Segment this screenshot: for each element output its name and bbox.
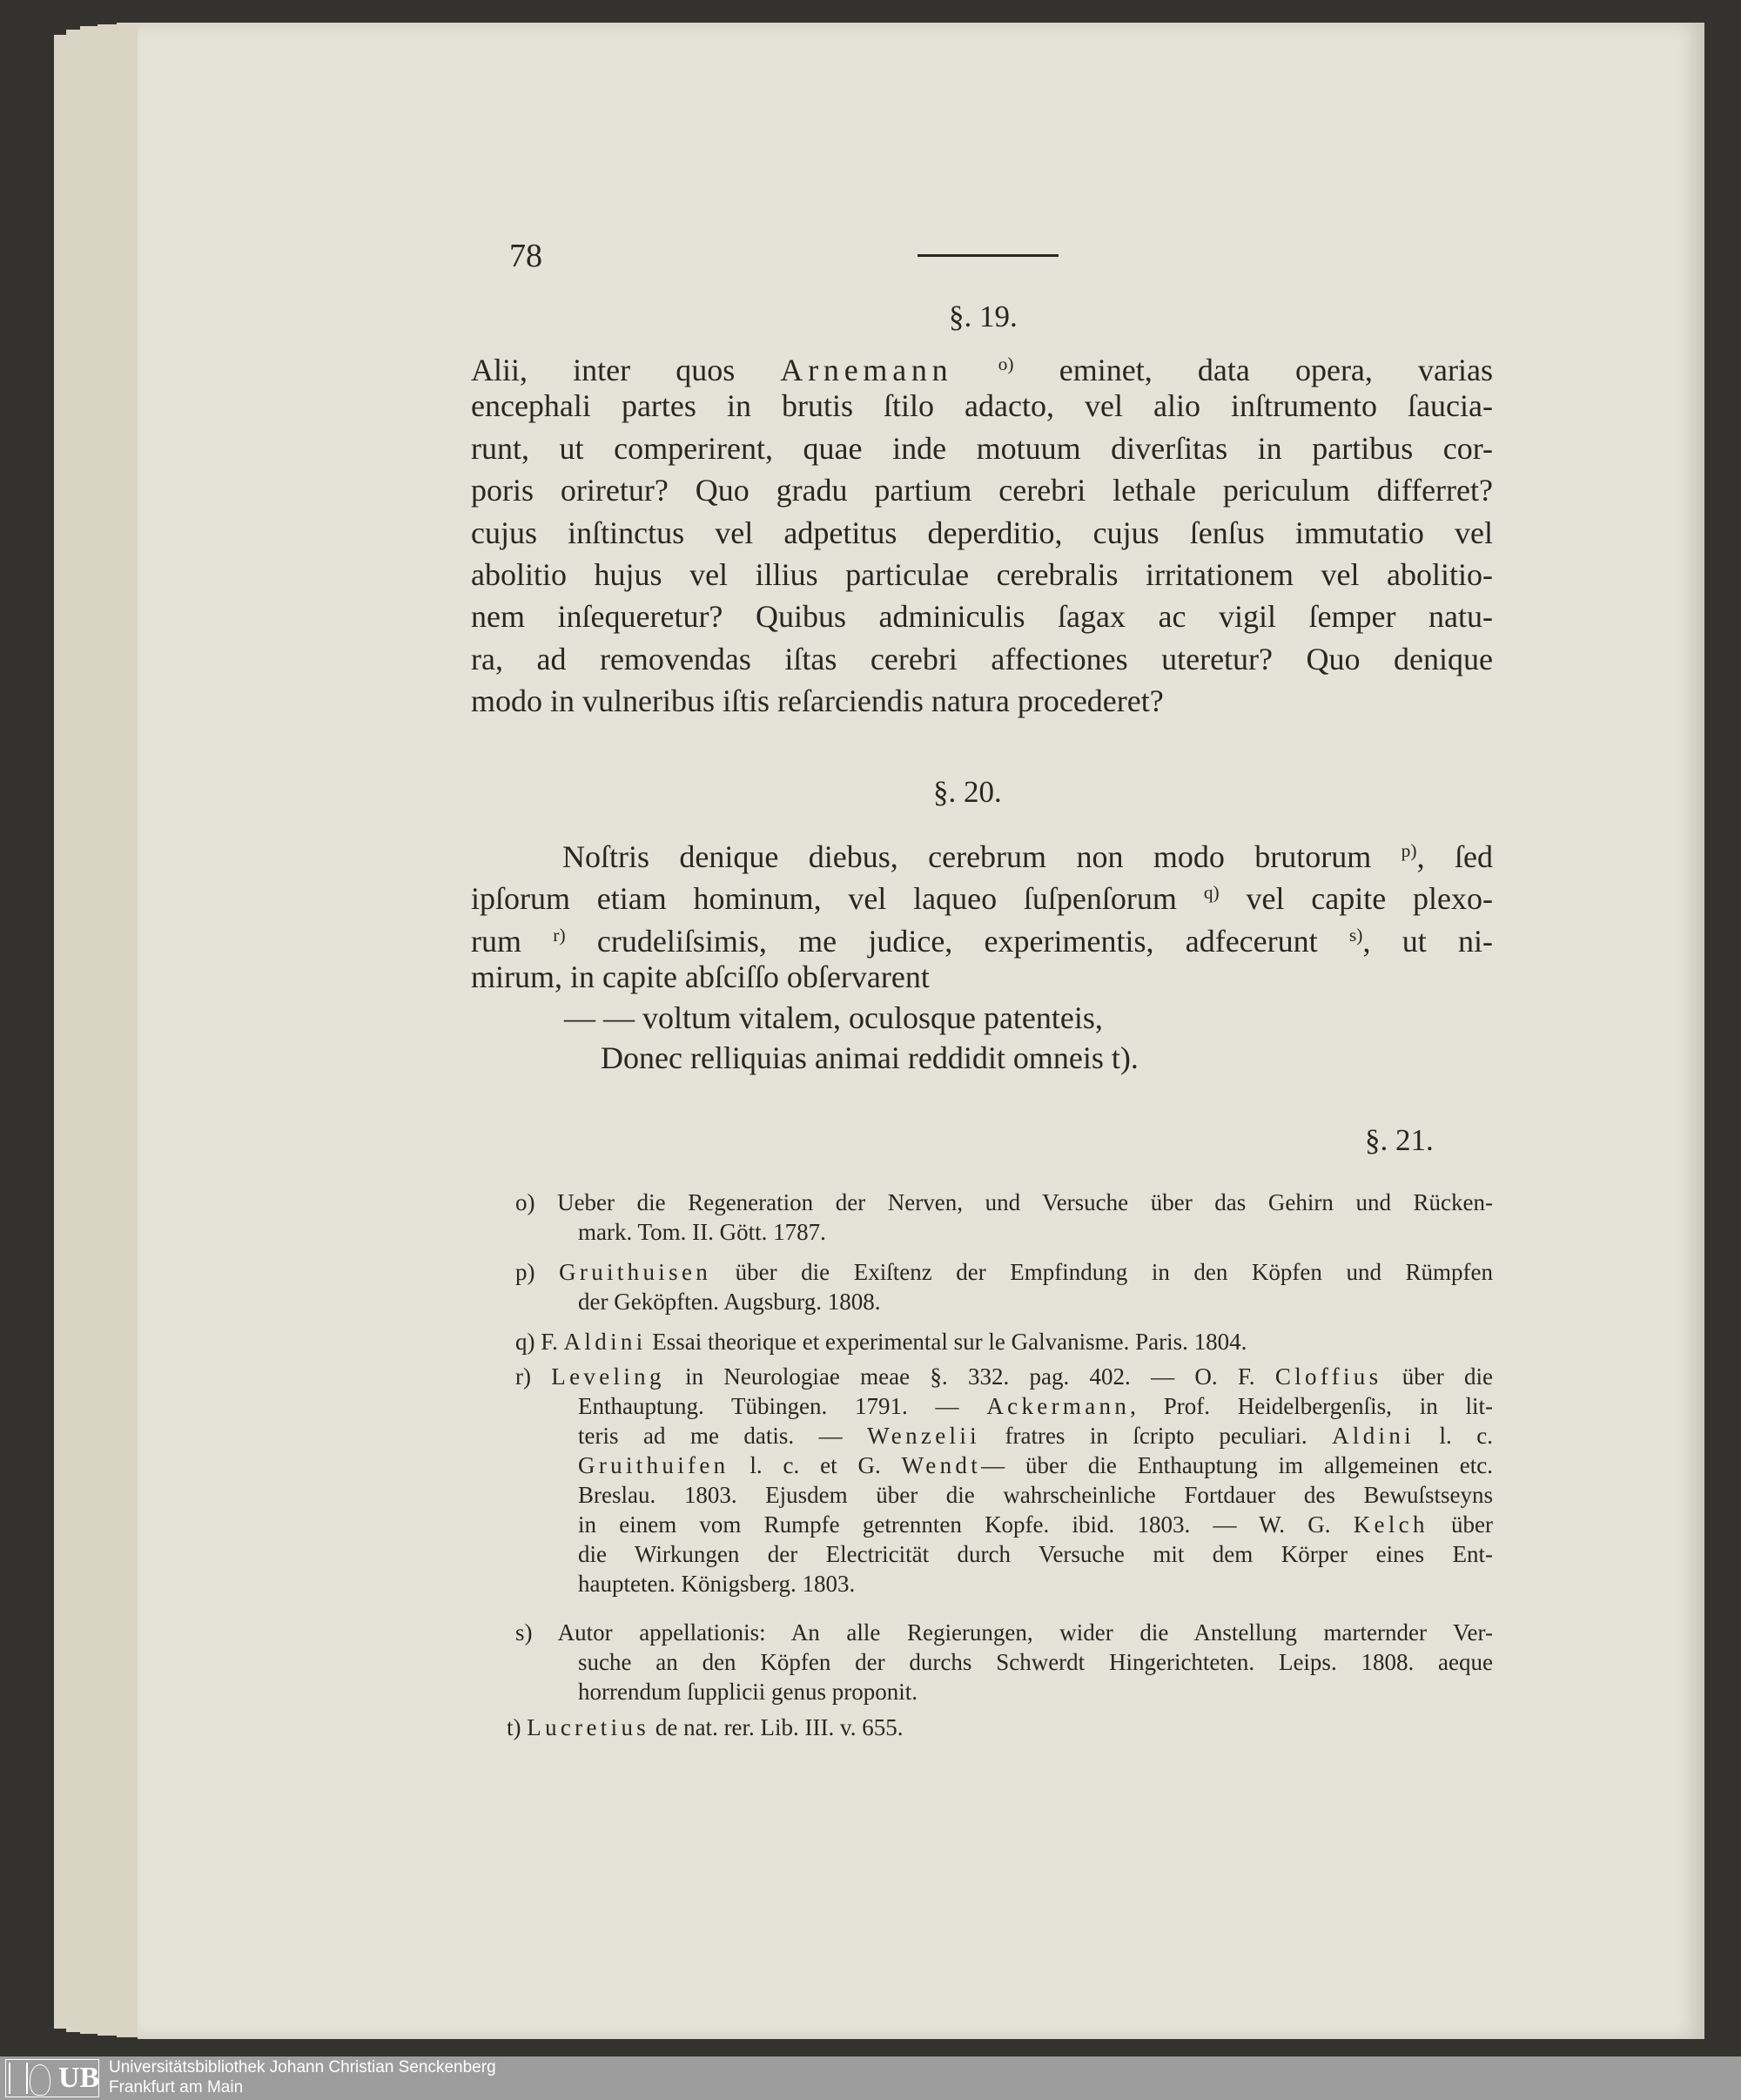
- text-line: [471, 914, 1493, 959]
- text-segment: mirum, in capite abſciſſo obſervarent: [471, 959, 930, 995]
- text-line: [507, 1713, 1484, 1742]
- text-segment: vel capite plexo-: [1219, 881, 1493, 917]
- text-line: [578, 1647, 1493, 1677]
- text-segment: über die: [1381, 1363, 1493, 1390]
- spaced-name: Wenzelii: [867, 1423, 980, 1449]
- library-city: Frankfurt am Main: [109, 2078, 244, 2097]
- text-line: [578, 1217, 1493, 1247]
- text-line: [578, 1510, 1493, 1539]
- text-segment: Breslau. 1803. Ejusdem über die wahrscheinliche Fortdauer des Bewuſstseyns: [578, 1482, 1493, 1508]
- text-line: [471, 680, 1493, 722]
- spaced-name: Gruithuifen: [578, 1452, 729, 1478]
- spaced-name: Wendt: [901, 1452, 982, 1478]
- verse-line-2: Donec relliquias animai reddidit omneis t).: [601, 1040, 1139, 1075]
- text-segment: über die Exiſtenz der Empfindung in den Köpfen und Rümpfen: [711, 1259, 1493, 1285]
- spaced-name: Ackermann: [986, 1393, 1131, 1419]
- text-segment: l. c. et G.: [729, 1452, 902, 1478]
- spaced-name: Aldini: [1332, 1423, 1415, 1449]
- text-segment: Alii, inter quos: [471, 352, 781, 387]
- library-footer-bar: [0, 2056, 1741, 2100]
- spaced-name: Cloffius: [1274, 1363, 1382, 1390]
- text-segment: l. c.: [1415, 1423, 1493, 1449]
- text-segment: in Neurologiae meae §. 332. pag. 402. — O. F.: [664, 1363, 1275, 1390]
- text-line: [578, 1421, 1493, 1450]
- paragraph-20: [471, 830, 1493, 999]
- text-line: [471, 638, 1493, 680]
- text-line: [578, 1450, 1493, 1480]
- column-icon: [9, 2063, 28, 2094]
- page-number: 78: [509, 238, 542, 274]
- text-line: [578, 1677, 1493, 1706]
- text-segment: teris ad me datis. —: [578, 1423, 868, 1449]
- footnote-marker: o): [998, 353, 1014, 374]
- text-line: [471, 469, 1493, 511]
- spaced-name: Kelch: [1353, 1511, 1428, 1538]
- text-segment: cujus inſtinctus vel adpetitus deperditio, cujus ſenſus immutatio vel: [471, 515, 1493, 550]
- text-segment: die Wirkungen der Electricität durch Versuche mit dem Körper eines Ent-: [578, 1541, 1493, 1567]
- text-line: [515, 1327, 1493, 1356]
- text-line: [515, 1362, 1493, 1391]
- section-heading-21: §. 21.: [1365, 1123, 1434, 1157]
- text-segment: runt, ut comperirent, quae inde motuum diverſitas in partibus cor-: [471, 430, 1493, 466]
- text-segment: eminet, data opera, varias: [1013, 352, 1494, 387]
- logo-text: UB: [58, 2062, 100, 2094]
- portrait-icon: [30, 2064, 50, 2096]
- text-segment: fratres in ſcripto peculiari.: [980, 1423, 1333, 1449]
- text-line: [578, 1391, 1493, 1421]
- text-segment: ipſorum etiam hominum, vel laqueo ſuſpenſorum: [471, 881, 1204, 917]
- text-segment: — über die Enthauptung im allgemeinen etc.: [981, 1452, 1493, 1478]
- text-segment: , Prof. Heidelbergenſis, in lit-: [1130, 1393, 1493, 1419]
- footnote-marker: q): [1203, 882, 1220, 904]
- footnote-r: [515, 1362, 1493, 1599]
- section-heading-19: §. 19.: [949, 300, 1018, 333]
- text-line: [515, 1618, 1493, 1647]
- text-segment: , ſed: [1416, 838, 1493, 874]
- text-line: [471, 956, 1493, 998]
- spaced-name: Lucretius: [527, 1714, 650, 1740]
- footnote-t: [507, 1713, 1484, 1742]
- text-segment: Enthauptung. Tübingen. 1791. —: [578, 1393, 987, 1419]
- text-segment: nem inſequeretur? Quibus adminiculis ſagax ac vigil ſemper natu-: [471, 599, 1493, 635]
- footnote-p: [515, 1257, 1493, 1316]
- footnote-s: [515, 1618, 1493, 1706]
- text-segment: poris oriretur? Quo gradu partium cerebri lethale periculum differret?: [471, 473, 1493, 508]
- header-rule: [918, 254, 1059, 257]
- text-line: [578, 1287, 1493, 1316]
- paragraph-19: [471, 343, 1493, 723]
- spaced-name: Leveling: [551, 1363, 665, 1390]
- verse-line-1: — — voltum vitalem, oculosque patenteis,: [564, 1000, 1103, 1035]
- text-segment: ra, ad removendas iſtas cerebri affectiones uteretur? Quo denique: [471, 641, 1493, 676]
- text-line: [471, 872, 1493, 917]
- text-line: [515, 1257, 1493, 1287]
- text-line: [578, 1569, 1493, 1599]
- text-segment: über: [1428, 1511, 1493, 1538]
- text-segment: modo in vulneribus iſtis reſarciendis natura procederet?: [471, 683, 1164, 719]
- section-heading-20: §. 20.: [933, 775, 1002, 809]
- text-segment: horrendum ſupplicii genus proponit.: [578, 1679, 918, 1705]
- spaced-name: Arnemann: [780, 352, 953, 387]
- text-segment: encephali partes in brutis ſtilo adacto, vel alio inſtrumento ſaucia-: [471, 388, 1493, 424]
- text-segment: mark. Tom. II. Gött. 1787.: [578, 1219, 826, 1245]
- text-segment: s) Autor appellationis: An alle Regierungen, wider die Anstellung marternder Ver-: [515, 1619, 1493, 1646]
- text-line: [471, 554, 1493, 596]
- text-segment: abolitio hujus vel illius particulae cerebralis irritationem vel abolitio-: [471, 556, 1493, 592]
- text-segment: suche an den Köpfen der durchs Schwerdt Hingerichteten. Leips. 1808. aeque: [578, 1649, 1493, 1675]
- text-line: [578, 1539, 1493, 1569]
- text-segment: Noſtris denique diebus, cerebrum non modo brutorum: [562, 838, 1402, 874]
- text-line: [471, 596, 1493, 637]
- text-segment: o) Ueber die Regeneration der Nerven, und Versuche über das Gehirn und Rücken-: [515, 1189, 1493, 1215]
- footnote-marker: s): [1348, 924, 1363, 946]
- text-segment: [952, 353, 998, 387]
- text-line: [471, 427, 1493, 469]
- text-line: [471, 385, 1493, 427]
- text-segment: p): [515, 1259, 560, 1285]
- text-segment: q) F.: [515, 1329, 564, 1355]
- footnote-q: [515, 1327, 1493, 1356]
- footnote-marker: r): [553, 924, 566, 946]
- text-line: [471, 343, 1493, 385]
- footnote-o: [515, 1188, 1493, 1247]
- footnote-marker: p): [1401, 840, 1417, 861]
- text-line: [471, 512, 1493, 554]
- text-segment: , ut ni-: [1362, 923, 1493, 959]
- text-segment: de nat. rer. Lib. III. v. 655.: [649, 1714, 904, 1740]
- text-line: [578, 1480, 1493, 1510]
- text-segment: t): [507, 1714, 528, 1740]
- text-line: [515, 1188, 1493, 1217]
- text-segment: r): [515, 1363, 552, 1390]
- spaced-name: Gruithuisen: [559, 1259, 712, 1285]
- text-segment: rum: [471, 923, 554, 959]
- spaced-name: Aldini: [563, 1329, 647, 1355]
- library-name: Universitätsbibliothek Johann Christian Senckenberg: [109, 2058, 496, 2076]
- library-logo: [5, 2059, 99, 2097]
- text-segment: crudeliſsimis, me judice, experimentis, adfecerunt: [565, 923, 1349, 959]
- text-segment: der Geköpften. Augsburg. 1808.: [578, 1289, 881, 1315]
- text-line: [471, 830, 1493, 872]
- text-segment: in einem vom Rumpfe getrennten Kopfe. ibid. 1803. — W. G.: [578, 1511, 1354, 1538]
- text-segment: Essai theorique et experimental sur le Galvanisme. Paris. 1804.: [646, 1329, 1247, 1355]
- text-segment: haupteten. Königsberg. 1803.: [578, 1571, 856, 1597]
